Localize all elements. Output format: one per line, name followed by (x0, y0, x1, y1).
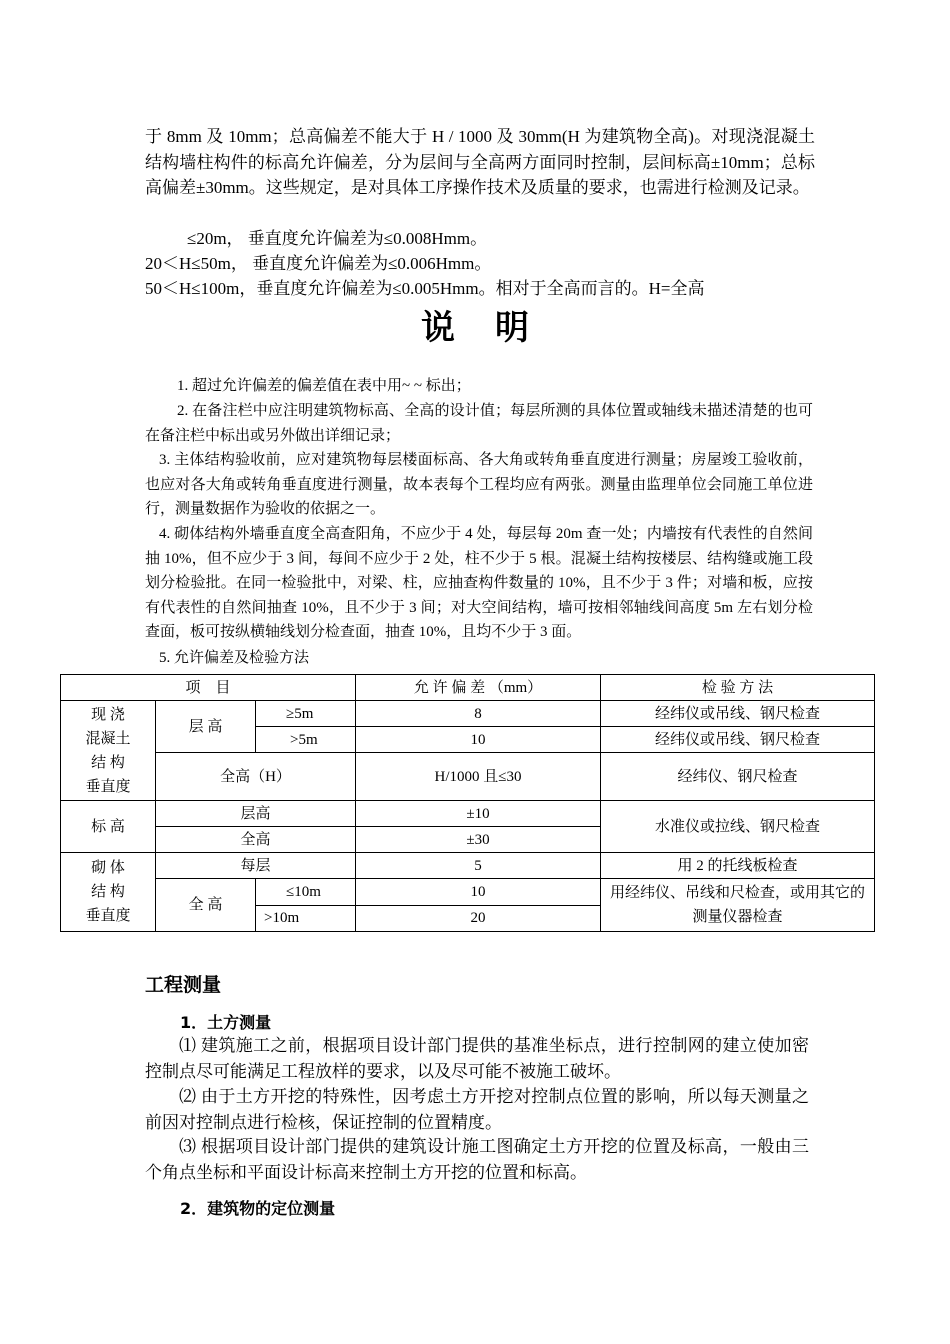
tolerance-table (60, 674, 875, 932)
elev-total-tol: ±30 (356, 827, 601, 853)
note-3: 3. 主体结构验收前，应对建筑物每层楼面标高、各大角或转角垂直度进行测量；房屋竣工验收前，也应对各大角或转角垂直度进行测量，故本表每个工程均应有两张。测量由监理单位会同施工单位进行，测量数据作为验收的依据之一。 (145, 452, 813, 517)
earthwork-para-3: ⑶ 根据项目设计部门提供的建筑设计施工图确定土方开挖的位置及标高，一般由三个角点坐标和平面设计标高来控制土方开挖的位置和标高。 (145, 1137, 809, 1182)
mas-each-method: 用 2 的托线板检查 (601, 853, 875, 879)
cast-floor-method-1: 经纬仪或吊线、钢尺检查 (601, 701, 875, 727)
table-row (61, 753, 875, 801)
header-item: 项 目 (61, 675, 356, 701)
elev-method: 水准仪或拉线、钢尺检查 (601, 801, 875, 853)
elev-total-label: 全高 (156, 827, 356, 853)
cast-total-tol: H/1000 且≤30 (356, 753, 601, 801)
cast-floor-label: 层 高 (156, 701, 256, 753)
group-masonry: 砌 体 结 构 垂直度 (61, 853, 156, 932)
page-title: 说明 (421, 308, 569, 348)
header-tolerance: 允 许 偏 差 （mm） (356, 675, 601, 701)
cast-floor-tol-1: 8 (356, 701, 601, 727)
group-cast-concrete: 现 浇 混凝土 结 构 垂直度 (61, 701, 156, 801)
cast-total-label: 全高（H） (156, 753, 356, 801)
elev-floor-label: 层高 (156, 801, 356, 827)
mas-each-label: 每层 (156, 853, 356, 879)
note-5: 5. 允许偏差及检验方法 (159, 650, 310, 666)
elev-floor-tol: ±10 (356, 801, 601, 827)
rule-line-2: 20＜H≤50m， 垂直度允许偏差为≤0.006Hmm。 (145, 254, 492, 273)
group-elevation: 标 高 (61, 801, 156, 853)
mas-each-tol: 5 (356, 853, 601, 879)
earthwork-para-2: ⑵ 由于土方开挖的特殊性，因考虑土方开挖对控制点位置的影响，所以每天测量之前因对控制点进行检核，保证控制的位置精度。 (145, 1087, 809, 1132)
mas-total-cond-2: >10m (256, 905, 356, 932)
note-1: 1. 超过允许偏差的偏差值在表中用~ ~ 标出； (177, 378, 471, 394)
cast-floor-tol-2: 10 (356, 727, 601, 753)
cast-floor-cond-2: >5m (256, 727, 356, 753)
header-method: 检 验 方 法 (601, 675, 875, 701)
cast-floor-cond-1: ≥5m (256, 701, 356, 727)
mas-total-tol-1: 10 (356, 879, 601, 906)
table-row (61, 879, 875, 906)
table-header-row (61, 675, 875, 701)
subsection-earthwork: 1．土方测量 (180, 1013, 272, 1032)
rule-line-3: 50＜H≤100m，垂直度允许偏差为≤0.005Hmm。相对于全高而言的。H=全高 (145, 279, 705, 298)
mas-total-cond-1: ≤10m (256, 879, 356, 906)
mas-total-tol-2: 20 (356, 905, 601, 932)
mas-total-label: 全 高 (156, 879, 256, 932)
subsection-positioning: 2．建筑物的定位测量 (180, 1199, 336, 1218)
table-row (61, 801, 875, 827)
cast-floor-method-2: 经纬仪或吊线、钢尺检查 (601, 727, 875, 753)
note-4: 4. 砌体结构外墙垂直度全高查阳角，不应少于 4 处，每层每 20m 查一处；内墙按有代表性的自然间抽 10%，但不应少于 3 间，每间不应少于 2 处，柱不少于 5 根。混凝土结构按楼层、结构缝或施工段划分检验批。在同一检验批中，对梁、柱，应抽查构件数量的 10%，且不少于 3 件；对墙和板，应按有代表性的自然间抽查 10%，且不少于 3 间；对大空间结构，墙可按相邻轴线间高度 5m 左右划分检查面，板可按纵横轴线划分检查面，抽查 10%，且均不少于 3 面。 (145, 526, 813, 640)
rule-line-1: ≤20m， 垂直度允许偏差为≤0.008Hmm。 (187, 229, 488, 248)
mas-total-method: 用经纬仪、吊线和尺检查，或用其它的测量仪器检查 (601, 879, 875, 932)
intro-paragraph: 于 8mm 及 10mm；总高偏差不能大于 H / 1000 及 30mm(H 为建筑物全高)。对现浇混凝土结构墙柱构件的标高允许偏差，分为层间与全高两方面同时控制，层间标高±10mm；总标高偏差±30mm。这些规定，是对具体工序操作技术及质量的要求，也需进行检测及记录。 (145, 127, 815, 197)
earthwork-para-1: ⑴ 建筑施工之前，根据项目设计部门提供的基准坐标点，进行控制网的建立使加密控制点尽可能满足工程放样的要求，以及尽可能不被施工破坏。 (145, 1036, 809, 1081)
section-title: 工程测量 (145, 974, 222, 996)
table-row (61, 853, 875, 879)
table-row (61, 701, 875, 727)
note-2: 2. 在备注栏中应注明建筑物标高、全高的设计值；每层所测的具体位置或轴线未描述清楚的也可在备注栏中标出或另外做出详细记录； (145, 403, 813, 444)
cast-total-method: 经纬仪、钢尺检查 (601, 753, 875, 801)
